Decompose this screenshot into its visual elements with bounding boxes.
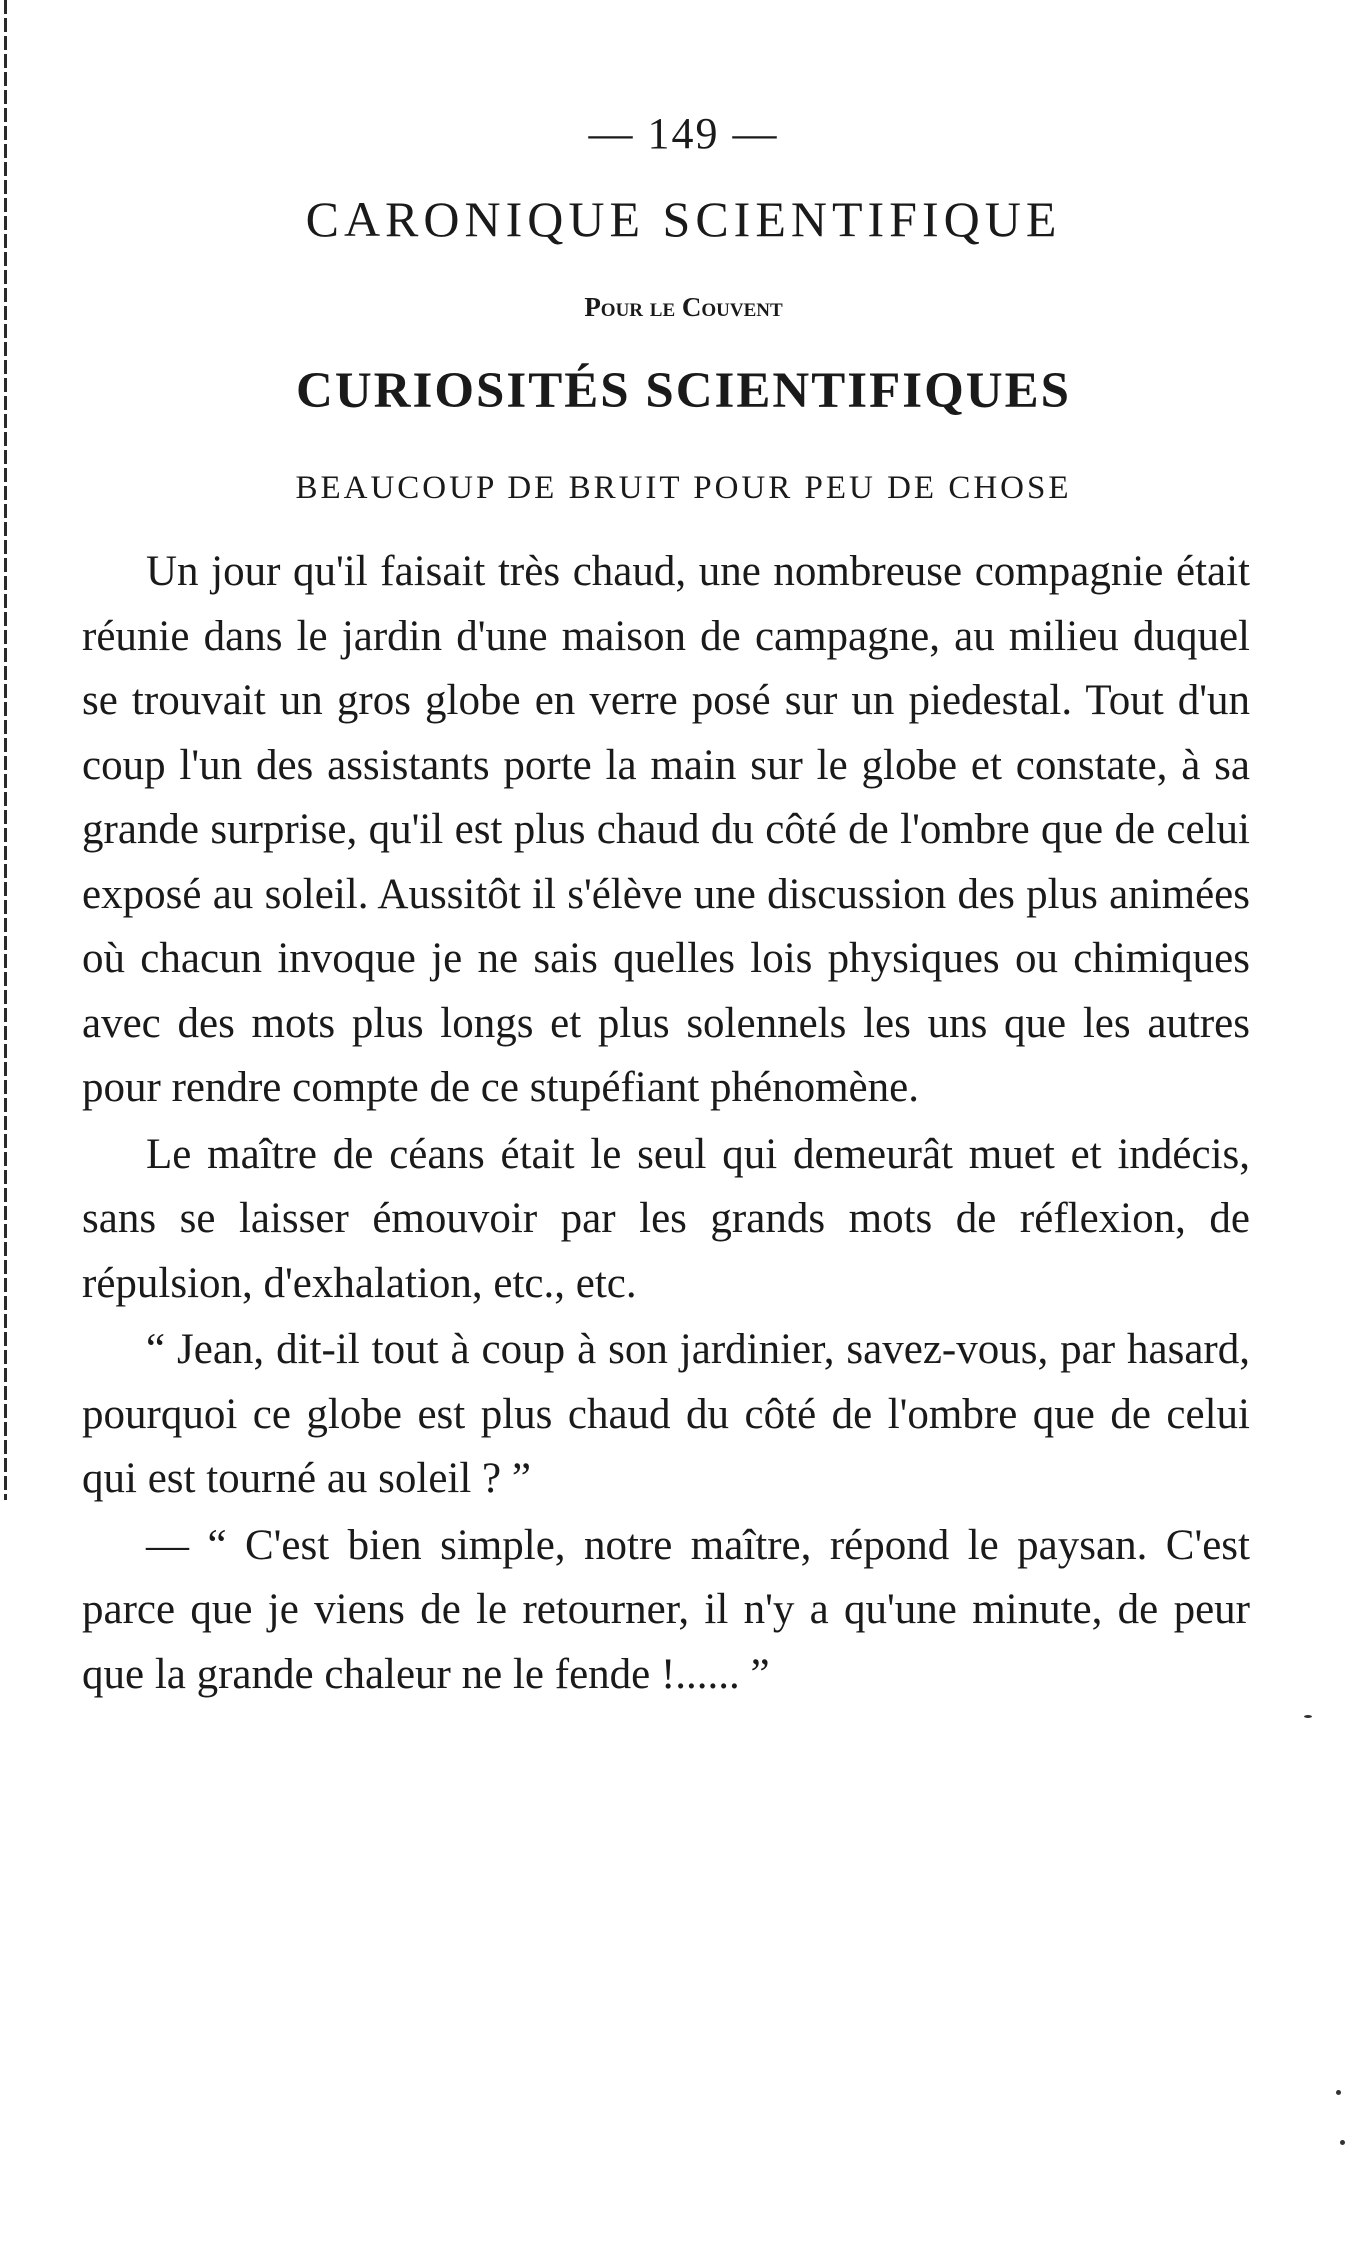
paragraph-1: Un jour qu'il faisait très chaud, une nombreuse compagnie était réunie dans le jardin d'une maison de campagne, au milieu duquel se trouvait un gros globe en verre posé sur un piedestal. Tout d'un coup l'un des assistants porte la main sur le globe et constate, à sa grande surprise, qu'il est plus chaud du côté de l'ombre que de celui exposé au soleil. Aussitôt il s'élève une discussion des plus animées où chacun invoque je ne sais quelles lois physiques ou chimiques avec des mots plus longs et plus solennels les uns que les autres pour rendre compte de ce stupéfiant phénomène. <box>82 548 1250 1111</box>
section-title: CARONIQUE SCIENTIFIQUE <box>305 191 1062 247</box>
paragraph-2: Le maître de céans était le seul qui demeurât muet et indécis, sans se laisser émouvoir par les grands mots de réflexion, de répulsion, d'exhalation, etc., etc. <box>82 1130 1250 1307</box>
subtitle: Pour le Couvent <box>584 292 783 322</box>
page-number: — 149 — <box>588 109 779 158</box>
headline: BEAUCOUP DE BRUIT POUR PEU DE CHOSE <box>295 470 1072 506</box>
ink-speck <box>1304 1715 1312 1718</box>
paragraph-3: “ Jean, dit-il tout à coup à son jardinier, savez-vous, par hasard, pourquoi ce globe est plus chaud du côté de l'ombre que de celui qui est tourné au soleil ? ” <box>82 1326 1250 1502</box>
article-title: CURIOSITÉS SCIENTIFIQUES <box>296 363 1071 419</box>
article-body <box>82 540 1250 1709</box>
ink-speck <box>1340 2140 1345 2145</box>
paragraph-4: — “ C'est bien simple, notre maître, répond le paysan. C'est parce que je viens de le retourner, il n'y a qu'une minute, de peur que la grande chaleur ne le fende !...... ” <box>82 1521 1250 1698</box>
ink-speck <box>1336 2090 1341 2095</box>
